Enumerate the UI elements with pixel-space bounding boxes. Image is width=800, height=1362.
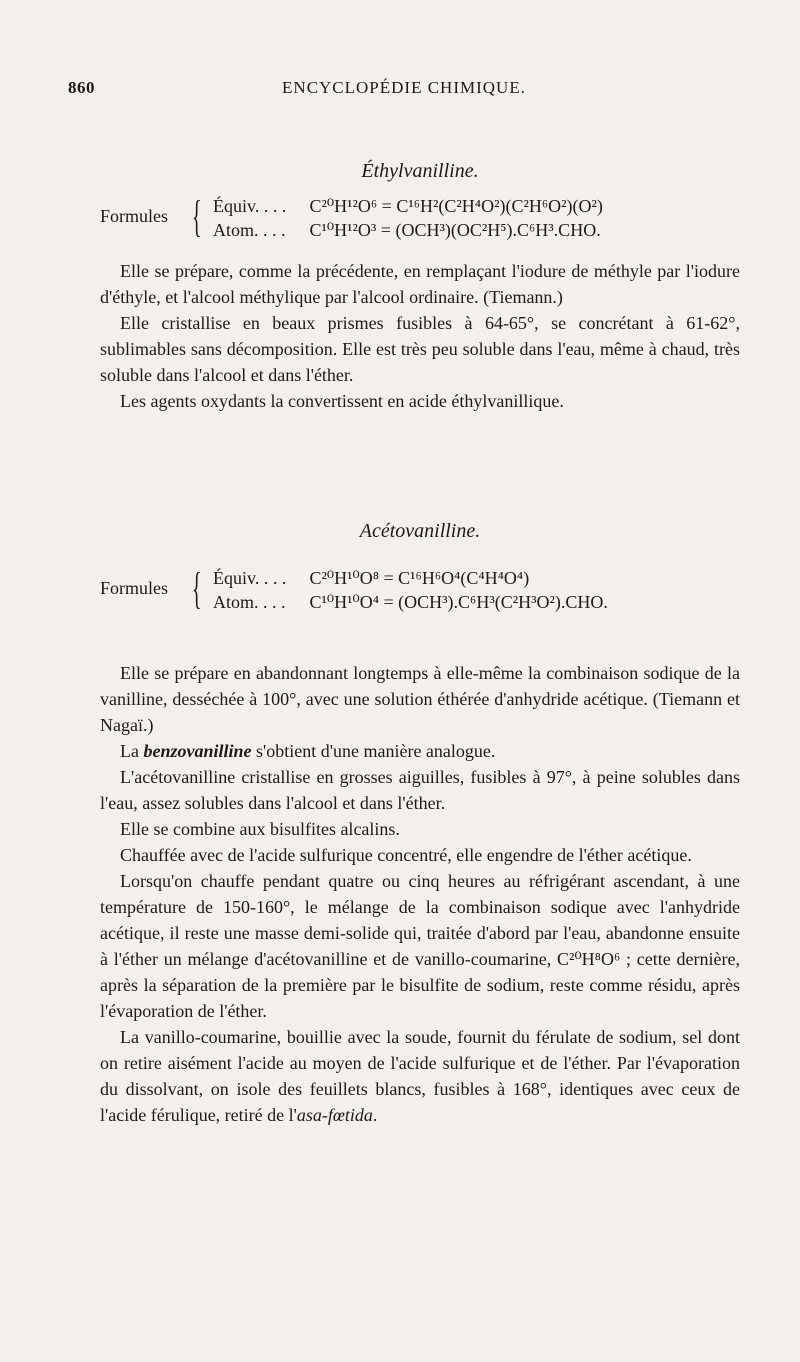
paragraph: Lorsqu'on chauffe pendant quatre ou cinq heures au réfrigérant ascendant, à une température de 150-160°, le mélange de la combinaison sodique avec l'anhydride acétique, il reste une masse demi-solide qui, traitée d'abord par l'eau, abandonne ensuite à l'éther un mélange d'acétovanilline et de vanillo-coumarine, C²⁰H⁸O⁶ ; cette dernière, après la séparation de la première par le bisulfite de sodium, reste comme résidu, après l'évaporation de l'éther. xyxy=(100,871,740,1021)
formula-equiv-value: C²⁰H¹²O⁶ = C¹⁶H²(C²H⁴O²)(C²H⁶O²)(O²) xyxy=(309,196,603,216)
formula-equiv-row xyxy=(213,194,603,218)
running-head xyxy=(68,78,740,100)
section-title-ethylvanilline: Éthylvanilline. xyxy=(361,160,479,182)
term-benzovanilline: benzovanilline xyxy=(143,741,252,761)
formula-atom-row xyxy=(213,590,608,614)
term-asa-foetida: asa-fœtida xyxy=(296,1105,373,1125)
paragraph: La vanillo-coumarine, bouillie avec la soude, fournit du férulate de sodium, sel dont on retire aisément l'acide au moyen de l'acide sulfurique et de l'éther. Par l'évaporation du dissolvant, on isole des feuillets blancs, fusibles à 168°, identiques avec ceux de l'acide férulique, retiré de l'asa-fœtida. xyxy=(100,1027,740,1125)
formula-block-ethylvanilline xyxy=(100,194,760,242)
formula-atom-value: C¹⁰H¹⁰O⁴ = (OCH³).C⁶H³(C²H³O²).CHO. xyxy=(309,592,608,612)
running-title: ENCYCLOPÉDIE CHIMIQUE. xyxy=(282,78,526,97)
formula-atom-label: Atom. . . . xyxy=(213,592,286,612)
paragraph: Elle se prépare, comme la précédente, en remplaçant l'iodure de méthyle par l'iodure d'éthyle, et l'alcool méthylique par l'alcool ordinaire. (Tiemann.) xyxy=(100,261,740,307)
brace-icon: { xyxy=(192,192,202,241)
page-number: 860 xyxy=(68,78,95,97)
formula-equiv-label: Équiv. . . . xyxy=(213,196,287,216)
formula-equiv-value: C²⁰H¹⁰O⁸ = C¹⁶H⁶O⁴(C⁴H⁴O⁴) xyxy=(309,568,530,588)
paragraph: Chauffée avec de l'acide sulfurique concentré, elle engendre de l'éther acétique. xyxy=(120,845,692,865)
formula-equiv-label: Équiv. . . . xyxy=(213,568,287,588)
formulas-label: Formules xyxy=(100,206,169,226)
brace-icon: { xyxy=(192,564,202,613)
formula-atom-row xyxy=(213,218,601,242)
formula-atom-value: C¹⁰H¹²O³ = (OCH³)(OC²H⁵).C⁶H³.CHO. xyxy=(309,220,601,240)
formula-atom-label: Atom. . . . xyxy=(213,220,286,240)
section-title-acetovanilline: Acétovanilline. xyxy=(359,520,481,542)
formula-block-acetovanilline xyxy=(100,566,760,614)
paragraph: Elle cristallise en beaux prismes fusibles à 64-65°, se concrétant à 61-62°, sublimables sans décomposition. Elle est très peu soluble dans l'eau, même à chaud, très soluble dans l'alcool et dans l'éther. xyxy=(100,313,740,385)
paragraph-benzovanilline: La benzovanilline s'obtient d'une manière analogue. xyxy=(120,741,496,761)
paragraph: Elle se combine aux bisulfites alcalins. xyxy=(120,819,400,839)
paragraph: L'acétovanilline cristallise en grosses aiguilles, fusibles à 97°, à peine solubles dans l'eau, assez solubles dans l'alcool et dans l'éther. xyxy=(100,767,740,813)
paragraph: Les agents oxydants la convertissent en acide éthylvanillique. xyxy=(120,391,564,411)
formulas-label: Formules xyxy=(100,578,169,598)
paragraph: Elle se prépare en abandonnant longtemps à elle-même la combinaison sodique de la vanilline, desséchée à 100°, avec une solution éthérée d'anhydride acétique. (Tiemann et Nagaï.) xyxy=(100,663,740,735)
formula-equiv-row xyxy=(213,566,529,590)
